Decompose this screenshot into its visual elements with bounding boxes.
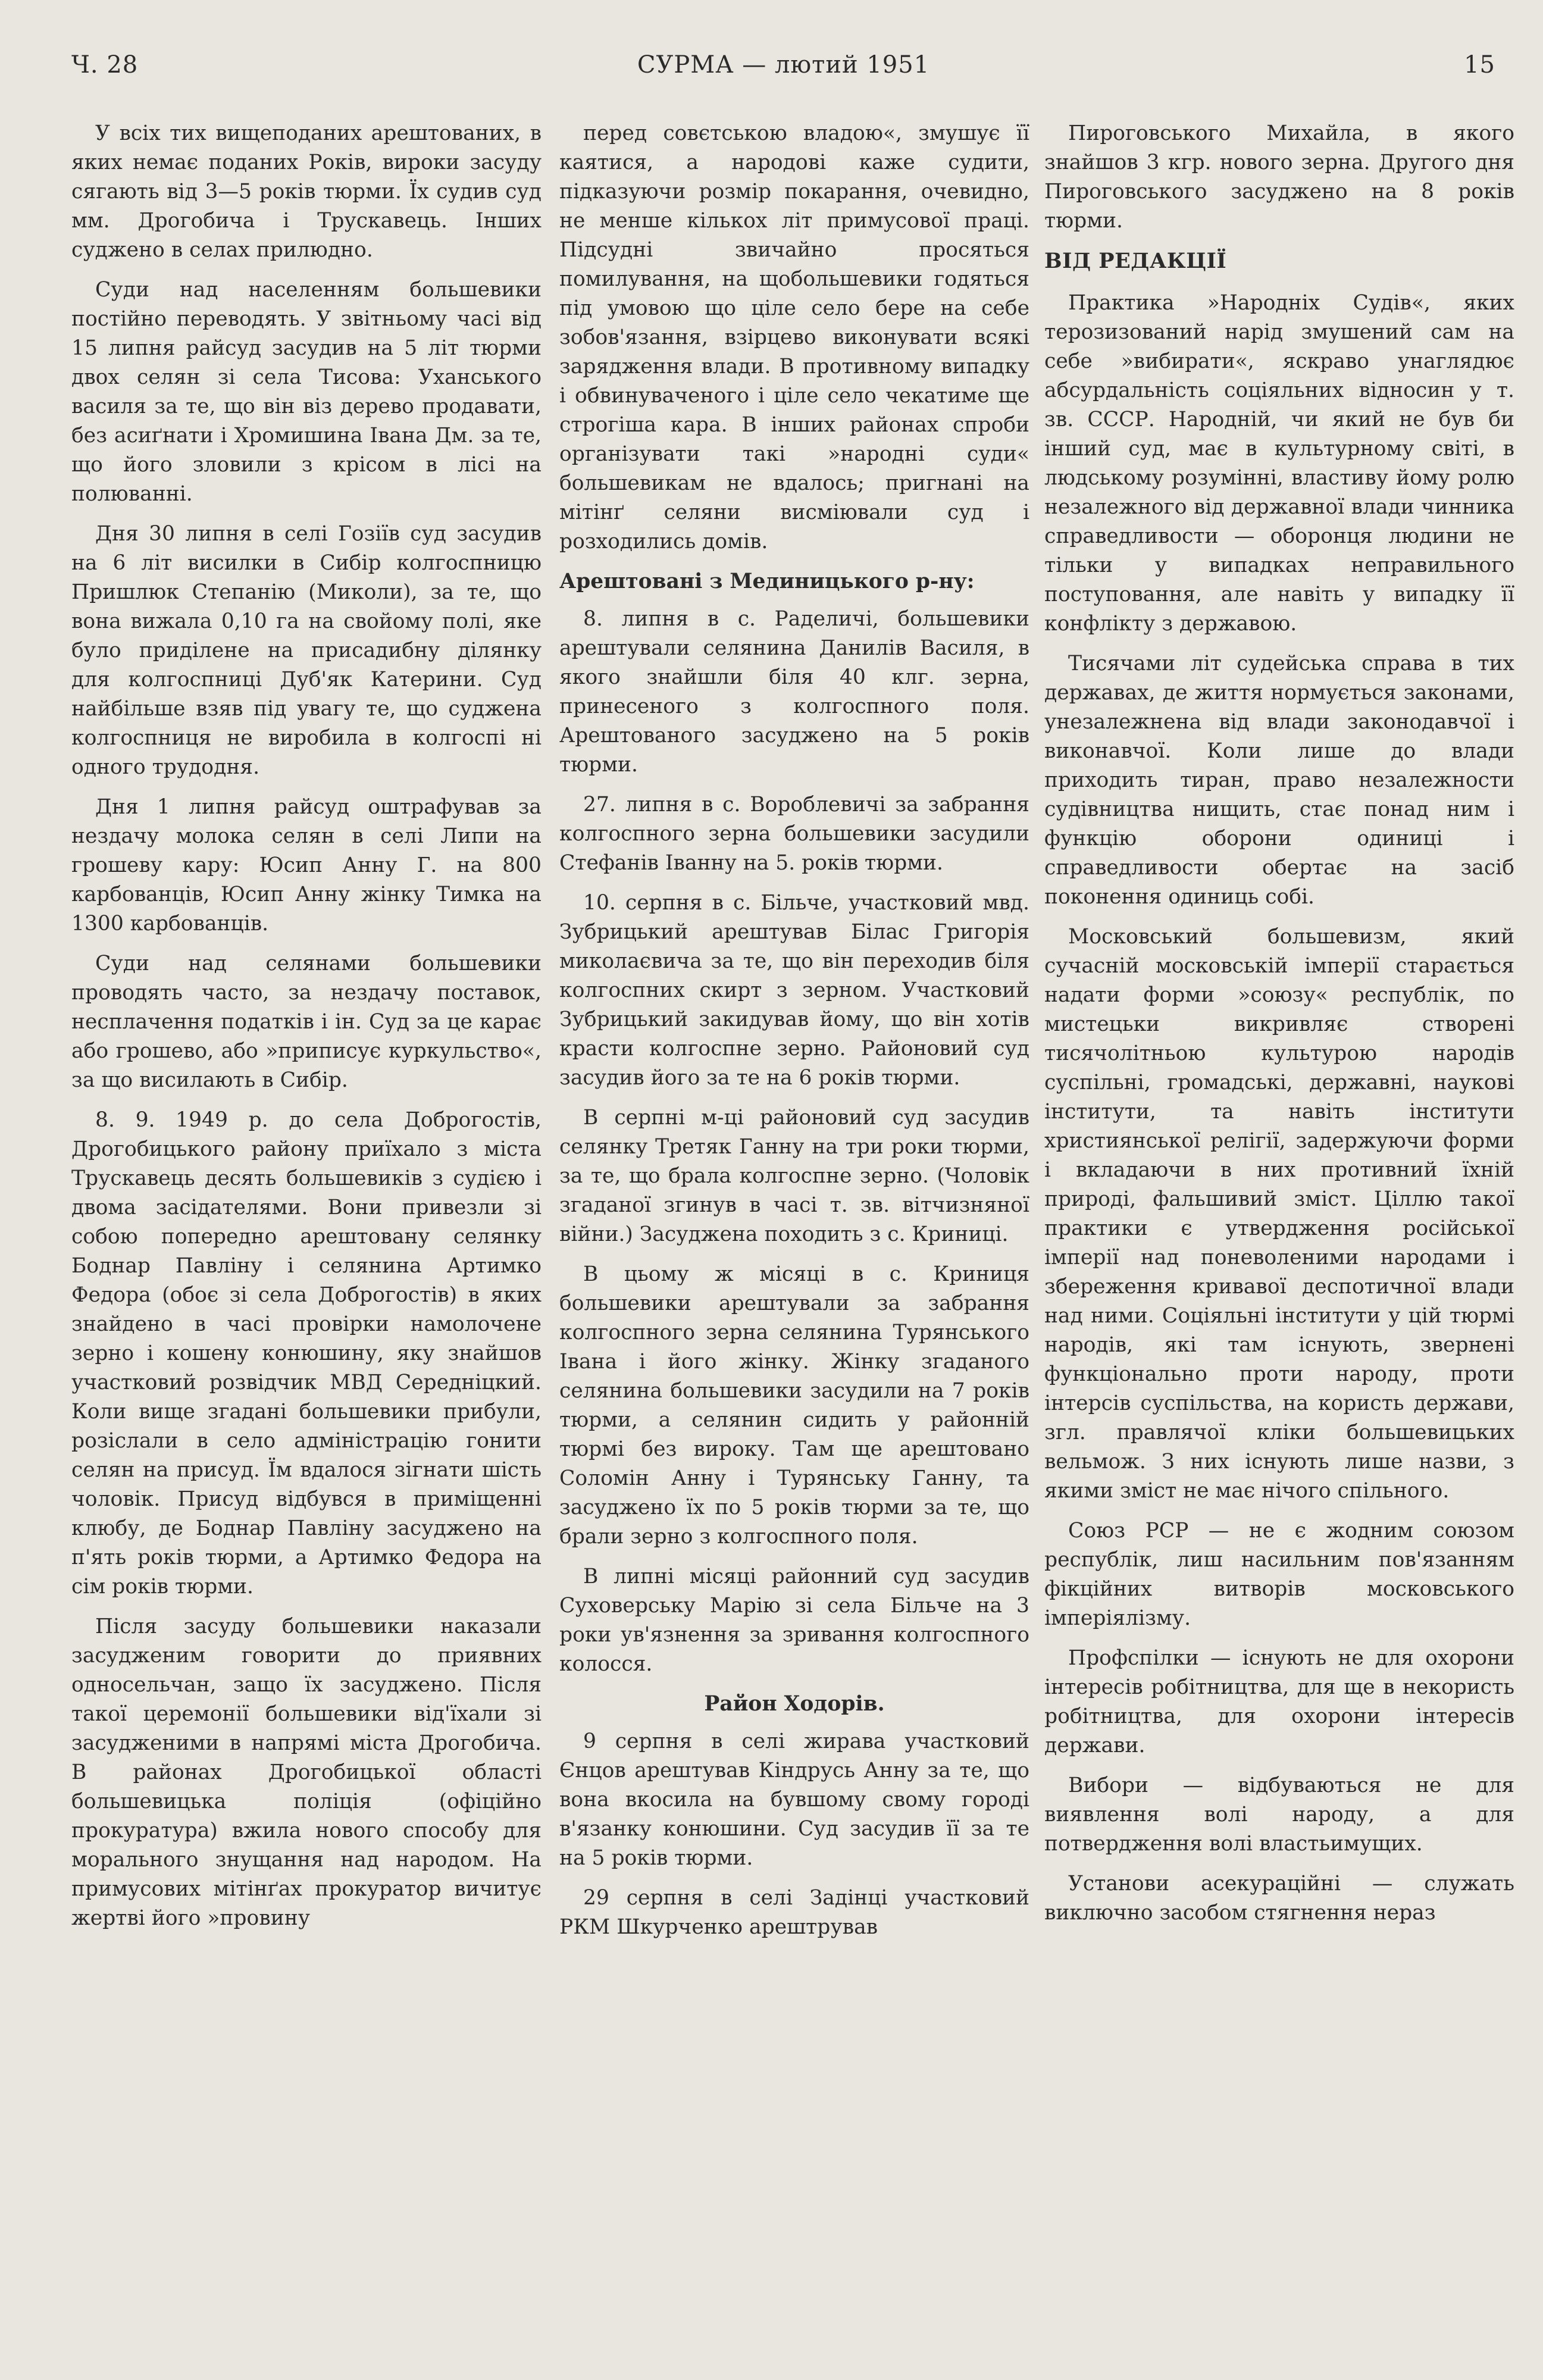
paragraph: Після засуду большевики наказали засудженим говорити до приявних односельчан, защо їх засуджено. Після такої церемонії большевики від'їхали зі засудженими в напрямі міста Дрогобича. В районах Дрогобицької області большевицька поліція (офіційно прокуратура) вжила нового способу для морального знущання над народом. На примусових мітінґах прокуратор вичитує жертві його »провину [71, 1615, 542, 1930]
paragraph: Дня 30 липня в селі Гозіїв суд засудив на 6 літ висилки в Сибір колгоспницю Пришлюк Степанію (Миколи), за те, що вона вижала 0,10 га на свойому полі, яке було приділене на присадибну ділянку для колгоспниці Дуб'як Катерини. Суд найбільше взяв під увагу те, що суджена колгоспниця не виробила в колгоспі ні одного трудодня. [71, 522, 542, 779]
paragraph: У всіх тих вищеподаних арештованих, в яких немає поданих Років, вироки засуду сягають від 3—5 років тюрми. Їх судив суд мм. Дрогобича і Трускавець. Інших суджено в селах прилюдно. [71, 121, 542, 262]
paragraph: 8. 9. 1949 р. до села Доброгостів, Дрогобицького району приїхало з міста Трускавець десять большевиків з судією і двома засідателями. Вони привезли зі собою попередно арештовану селянку Боднар Павліну і селянина Артимко Федора (обоє зі села Доброгостів) в яких знайдено в часі провірки намолочене зерно і кошену конюшину, яку знайшов участковий розвідчик МВД Середніцкий. Коли вище згадані большевики прибули, розіслали в село адміністрацію гонити селян на присуд. Їм вдалося зігнати шість чоловік. Присуд відбувся в приміщенні клюбу, де Боднар Павліну засуджено на п'ять років тюрми, а Артимко Федора на сім років тюрми. [71, 1108, 542, 1599]
paragraph: Суди над селянами большевики проводять часто, за нездачу поставок, несплачення податків і ін. Суд за це карає або грошево, або »приписує куркульство«, за що висилають в Сибір. [71, 952, 542, 1092]
paragraph: 9 серпня в селі жирава участковий Єнцов арештував Кіндрусь Анну за те, що вона вкосила на бувшому свому городі в'язанку конюшини. Суд засудив її за те на 5 років тюрми. [559, 1730, 1029, 1870]
editorial-heading: ВІД РЕДАКЦІЇ [1044, 249, 1227, 273]
paragraph: В цьому ж місяці в с. Криниця большевики арештували за забрання колгоспного зерна селянина Турянського Івана і його жінку. Жінку згаданого селянина большевики засудили на 7 років тюрми, а селянин сидить у районній тюрмі без вироку. Там ще арештовано Соломін Анну і Турянську Ганну, та засуджено їх по 5 років тюрми за те, що брали зерно з колгоспного поля. [559, 1262, 1029, 1549]
paragraph: Установи асекураційні — служать виключно засобом стягнення нераз [1044, 1872, 1514, 1925]
paragraph: В липні місяці районний суд засудив Суховерську Марію зі села Більче на 3 роки ув'язнення за зривання колгоспного колосся. [559, 1565, 1029, 1676]
paragraph: 10. серпня в с. Більче, участковий мвд. Зубрицький арештував Білас Григорія миколаєвича за те, що він переходив біля колгоспних скирт з зерном. Участковий Зубрицький закидував йому, що він хотів красти колгоспне зерно. Районовий суд засудив його за те на 6 років тюрми. [559, 891, 1029, 1090]
paragraph: 8. липня в с. Раделичі, большевики арештували селянина Данилів Василя, в якого знайшли біля 40 клг. зерна, принесеного з колгоспного поля. Арештованого засуджено на 5 років тюрми. [559, 607, 1029, 777]
page-number: 15 [1464, 51, 1495, 79]
column-1 [71, 119, 542, 1944]
section-heading-khodoriv: Район Ходорів. [704, 1692, 885, 1716]
paragraph: В серпні м-ці районовий суд засудив селянку Третяк Ганну на три роки тюрми, за те, що брала колгоспне зерно. (Чоловік згаданої згинув в часі т. зв. вітчизняної війни.) Засуджена походить з с. Криниці. [559, 1106, 1029, 1246]
paragraph: перед совєтською владою«, змушує її каятися, а народові каже судити, підказуючи розмір покарання, очевидно, не менше кількох літ примусової праці. Підсудні звичайно просяться помилування, на щобольшевики годяться під умовою що ціле село бере на себе зобов'язання, взірцево виконувати всякі зарядження влади. В противному випадку і обвинуваченого і ціле село чекатиме ще строгіша кара. В інших районах спроби організувати такі »народні суди« большевикам не вдалось; пригнані на мітінґ селяни висміювали суд і розходились домів. [559, 121, 1029, 553]
paragraph: 27. липня в с. Вороблевичі за забрання колгоспного зерна большевики засудили Стефанів Іванну на 5. років тюрми. [559, 793, 1029, 875]
paragraph: Пироговського Михайла, в якого знайшов 3 кгр. нового зерна. Другого дня Пироговського засуджено на 8 років тюрми. [1044, 121, 1514, 233]
section-heading-medenychi: Арештовані з Мединицького р-ну: [559, 570, 975, 593]
paragraph: Союз РСР — не є жодним союзом республік, лиш насильним пов'язанням фікційних витворів московського імперіялізму. [1044, 1519, 1514, 1630]
paragraph: Дня 1 липня райсуд оштрафував за нездачу молока селян в селі Липи на грошеву кару: Юсип Анну Г. на 800 карбованців, Юсип Анну жінку Тимка на 1300 карбованців. [71, 795, 542, 936]
paragraph: Вибори — відбуваються не для виявлення волі народу, а для потвердження волі властьимущих. [1044, 1774, 1514, 1856]
column-3 [1044, 119, 1514, 1938]
publication-title: СУРМА — лютий 1951 [637, 51, 930, 79]
paragraph: 29 серпня в селі Задінці участковий РКМ Шкурченко арештрував [559, 1886, 1029, 1939]
column-2 [559, 119, 1029, 1953]
paragraph: Суди над населенням большевики постійно переводять. У звітньому часі від 15 липня райсуд засудив на 5 літ тюрми двох селян зі села Тисова: Уханського василя за те, що він віз дерево продавати, без асиґнати і Хромишина Івана Дм. за те, що його зловили з крісом в лісі на полюванні. [71, 278, 542, 506]
issue-part: Ч. 28 [71, 51, 139, 79]
paragraph: Практика »Народніх Судів«, яких терозизований нарід змушений сам на себе »вибирати«, яскраво унаглядює абсурдальність соціяльних відносин у т. зв. СССР. Народній, чи який не був би інший суд, має в культурному світі, в людському розумінні, властиву йому ролю незалежного від державної влади чинника справедливости — оборонця людини не тільки у випадках неправильного поступовання, але навіть у випадку її конфлікту з державою. [1044, 291, 1514, 636]
paragraph: Профспілки — існують не для охорони інтересів робітництва, для ще в некористь робітництва, для охорони інтересів держави. [1044, 1646, 1514, 1757]
paragraph: Московський большевизм, який сучасній московській імперії старається надати форми »союзу« республік, по мистецьки викривляє створені тисячолітньою культурою народів суспільні, громадські, державні, наукові інститути, та навіть інститути християнської релігії, задержуючи форми і вкладаючи в них противний їхній природі, фальшивий зміст. Ціллю такої практики є утвердження російської імперії над поневоленими народами і збереження кривавої деспотичної влади над ними. Соціяльні інститути у цій тюрмі народів, які там існують, звернені функціонально проти народу, проти інтерсів суспільства, на користь держави, згл. правлячої кліки большевицьких вельмож. З них існують лише назви, з якими зміст не має нічого спільного. [1044, 925, 1514, 1503]
paragraph: Тисячами літ судейська справа в тих державах, де життя нормується законами, унезалежнена від влади законодавчої і виконавчої. Коли лише до влади приходить тиран, право незалежности судівництва нищить, стає понад ним і функцію оборони одиниці і справедливости обертає на засіб поконення одиниць собі. [1044, 652, 1514, 909]
page-header [71, 51, 1495, 87]
